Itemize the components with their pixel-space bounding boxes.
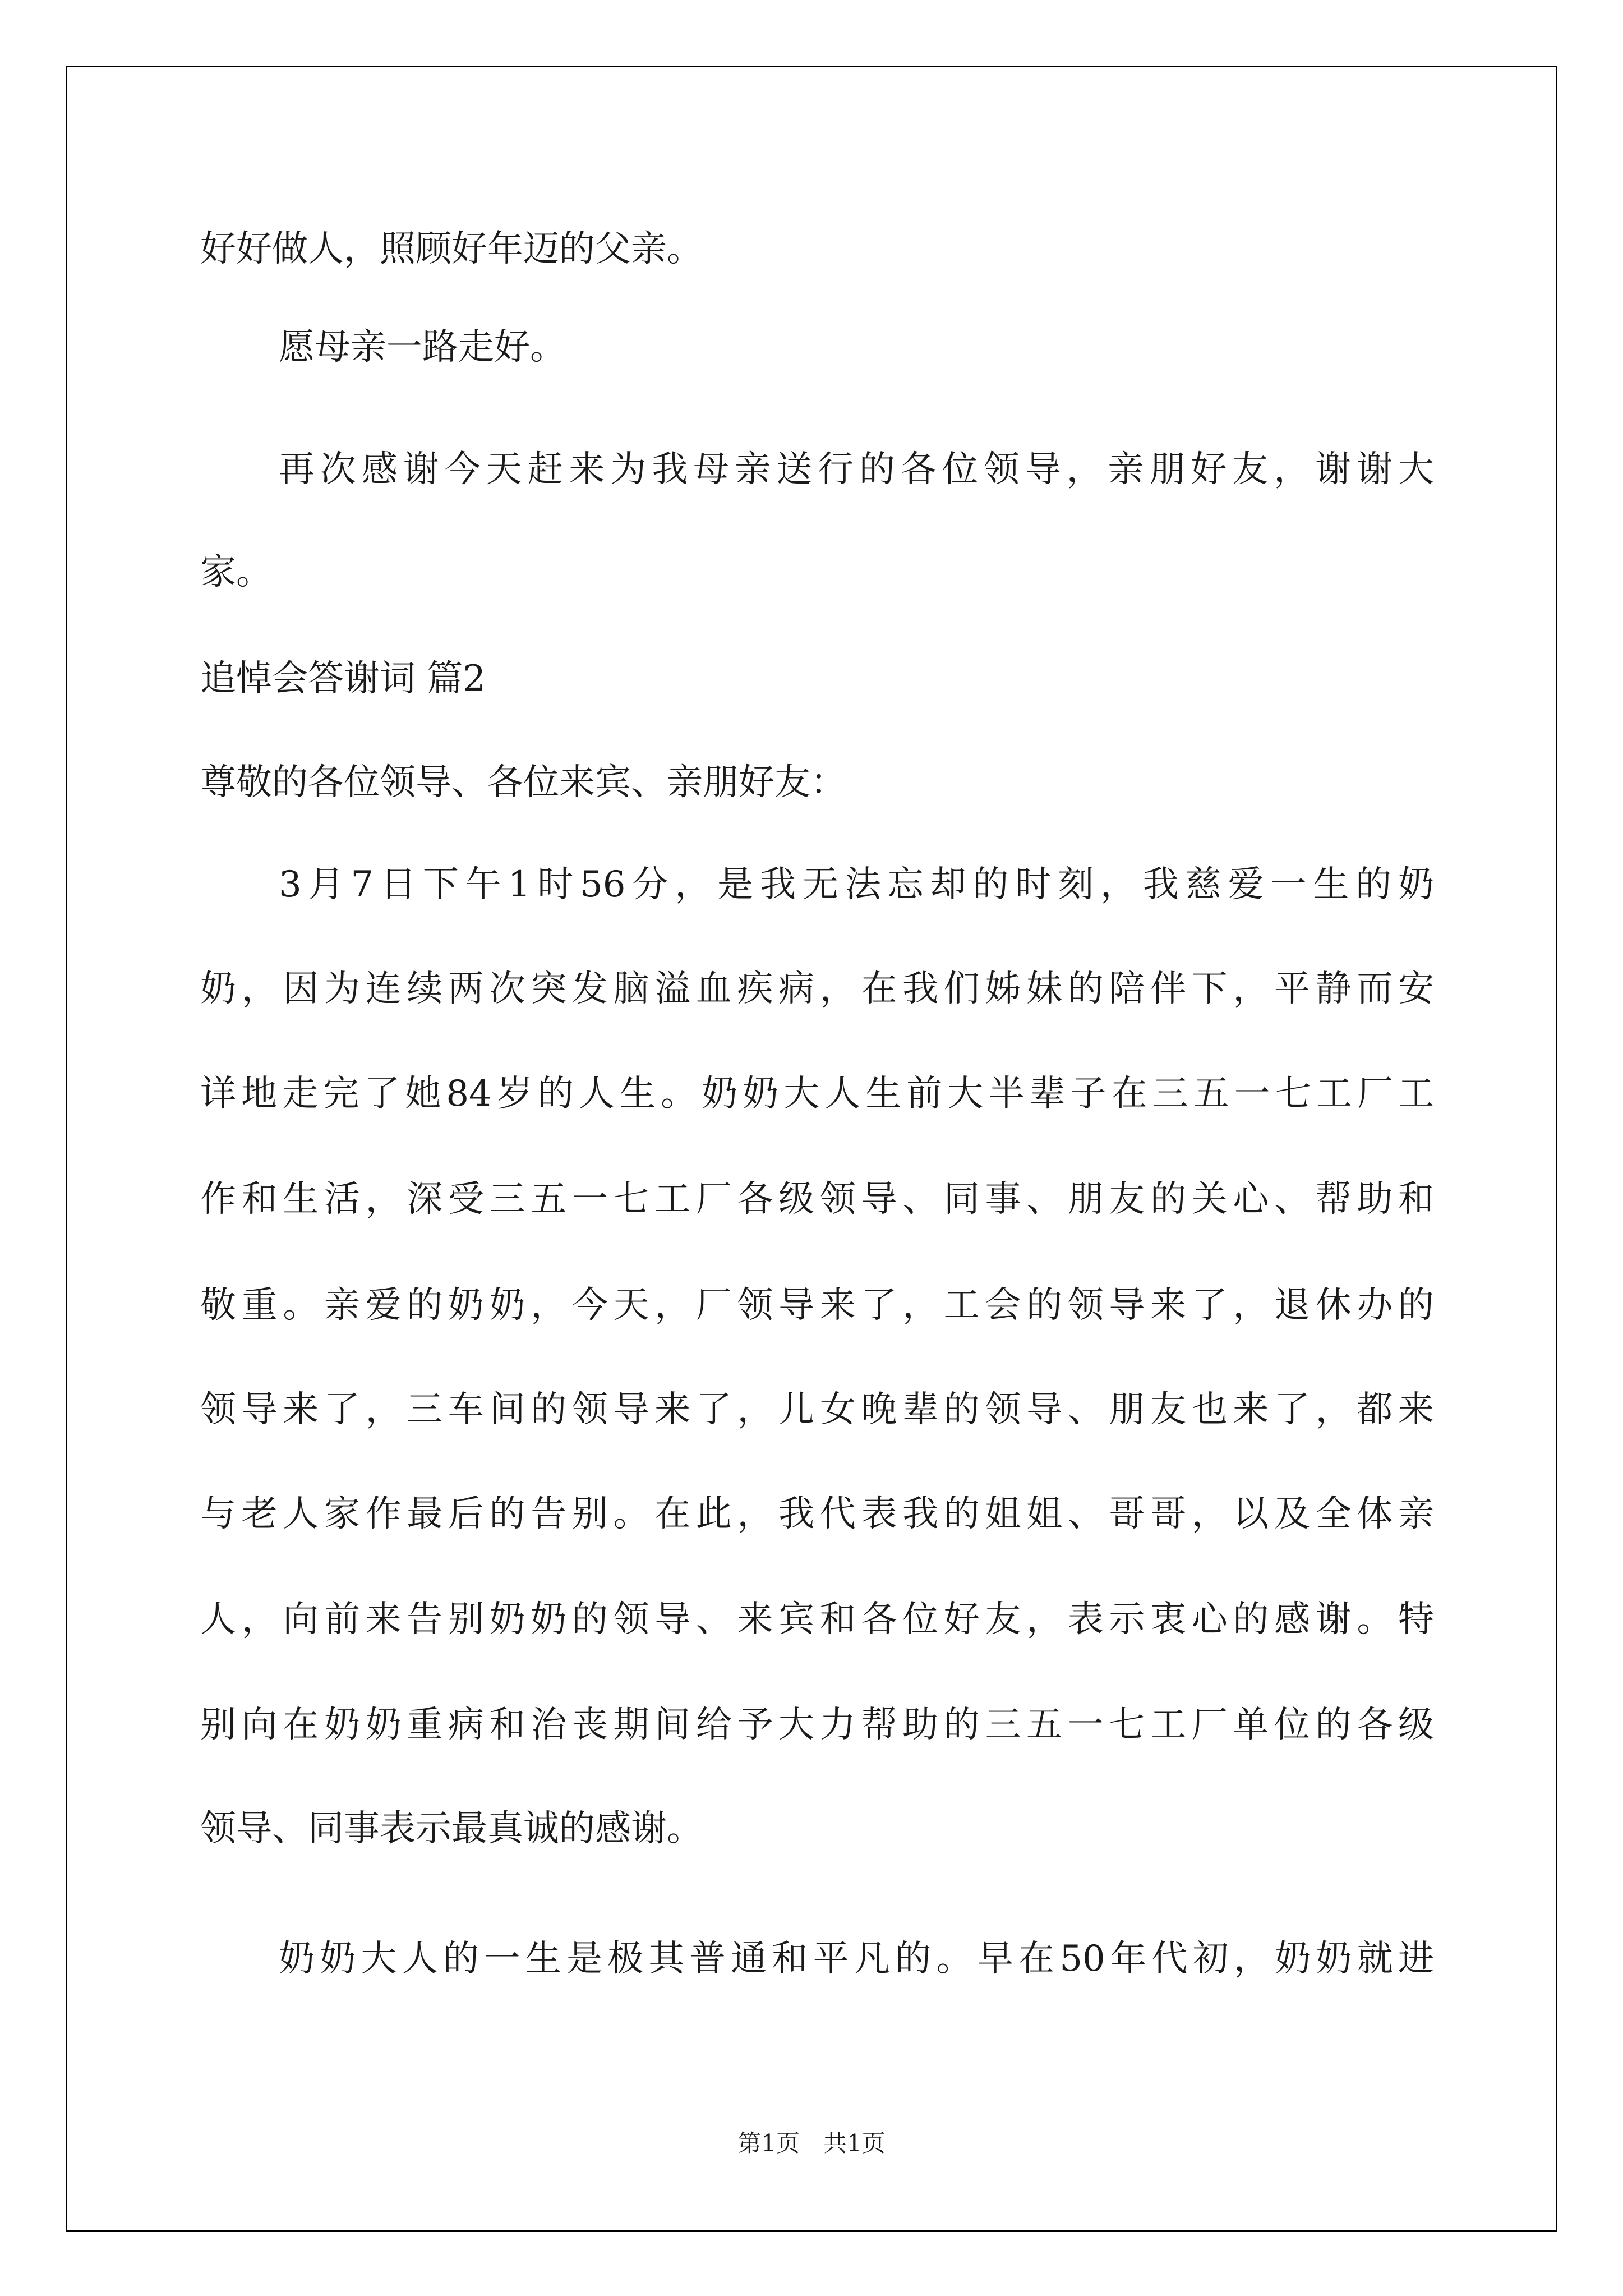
- page-footer: 第1页 共1页: [737, 2129, 886, 2157]
- text-line-8: 奶，因为连续两次突发脑溢血疾病，在我们姊妹的陪伴下，平静而安: [200, 968, 1434, 1010]
- text-line-15: 别向在奶奶重病和治丧期间给予大力帮助的三五一七工厂单位的各级: [200, 1704, 1434, 1746]
- text-line-16: 领导、同事表示最真诚的感谢。: [200, 1808, 703, 1849]
- salutation: 尊敬的各位领导、各位来宾、亲朋好友：: [200, 762, 846, 803]
- text-line-4: 家。: [200, 551, 272, 593]
- text-line-14: 人，向前来告别奶奶的领导、来宾和各位好友，表示衷心的感谢。特: [200, 1599, 1434, 1640]
- text-line-17: 奶奶大人的一生是极其普通和平凡的。早在50年代初，奶奶就进: [279, 1938, 1434, 1980]
- text-line-1: 好好做人，照顾好年迈的父亲。: [200, 228, 703, 270]
- text-line-10: 作和生活，深受三五一七工厂各级领导、同事、朋友的关心、帮助和: [200, 1179, 1434, 1220]
- text-line-7: 3月7日下午1时56分，是我无法忘却的时刻，我慈爱一生的奶: [279, 864, 1434, 905]
- text-line-9: 详地走完了她84岁的人生。奶奶大人生前大半辈子在三五一七工厂工: [200, 1073, 1434, 1115]
- text-line-3: 再次感谢今天赶来为我母亲送行的各位领导，亲朋好友，谢谢大: [279, 449, 1434, 490]
- text-line-11: 敬重。亲爱的奶奶，今天，厂领导来了，工会的领导来了，退休办的: [200, 1285, 1434, 1326]
- page-border: [66, 66, 1557, 2232]
- text-line-12: 领导来了，三车间的领导来了，儿女晚辈的领导、朋友也来了，都来: [200, 1389, 1434, 1430]
- text-line-2: 愿母亲一路走好。: [279, 326, 566, 368]
- text-line-13: 与老人家作最后的告别。在此，我代表我的姐姐、哥哥，以及全体亲: [200, 1493, 1434, 1535]
- section-heading: 追悼会答谢词 篇2: [200, 658, 486, 700]
